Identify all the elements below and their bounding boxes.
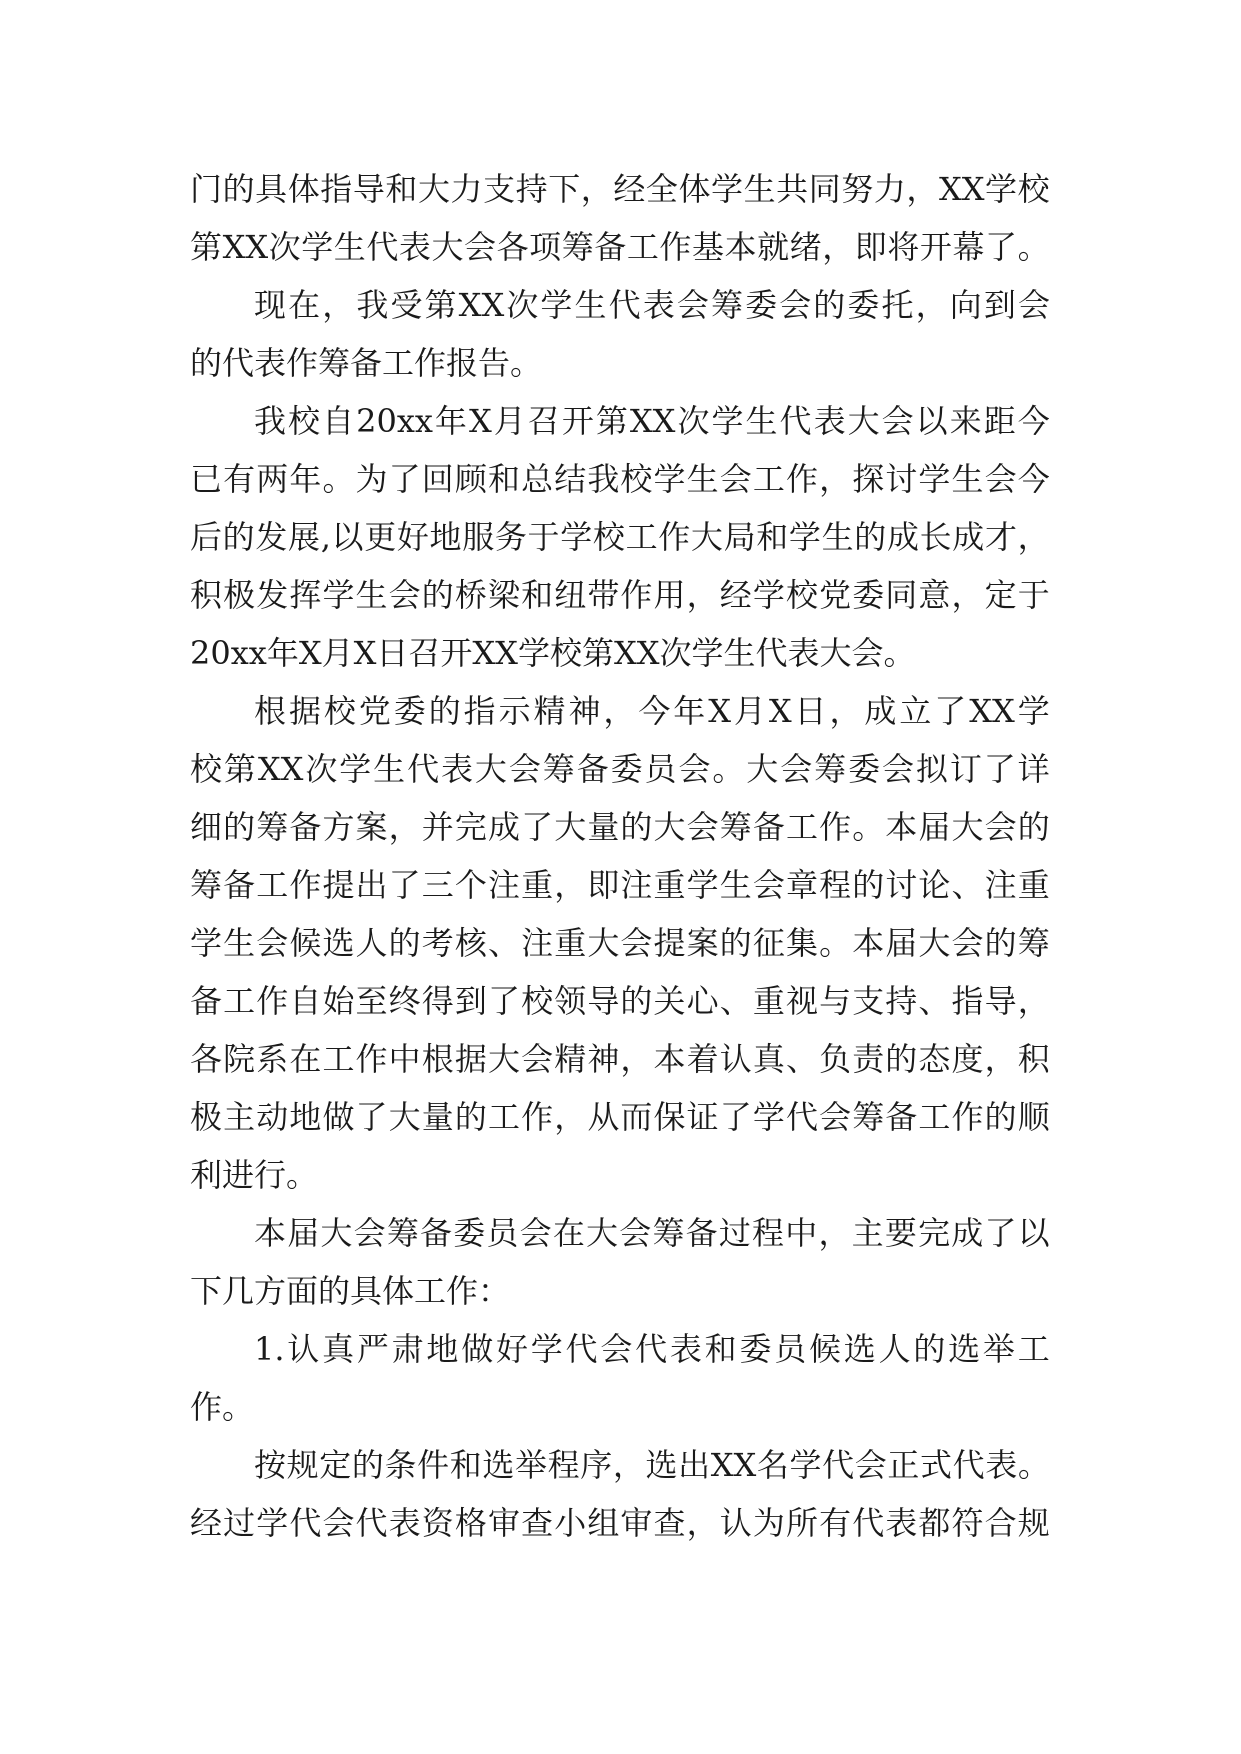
text-line: 门 的 具 体 指 导 和 大 力 支 持 下 ， 经 全 体 学 生 共 同 努 力 ， XX 学 校 bbox=[190, 170, 1050, 208]
document-body bbox=[190, 160, 1050, 1552]
text-line: 筹 备 工 作 提 出 了 三 个 注 重 ， 即 注 重 学 生 会 章 程 的 讨 论 、 注 重 bbox=[190, 866, 1050, 904]
text-line: 的代表作筹备工作报告。 bbox=[190, 344, 543, 382]
text-line: 校 第 XX 次 学 生 代 表 大 会 筹 备 委 员 会 。 大 会 筹 委 会 拟 订 了 详 bbox=[190, 750, 1050, 788]
text-line: 经 过 学 代 会 代 表 资 格 审 查 小 组 审 查 ， 认 为 所 有 代 表 都 符 合 规 bbox=[190, 1504, 1050, 1542]
text-line: 本 届 大 会 筹 备 委 员 会 在 大 会 筹 备 过 程 中 ， 主 要 完 成 了 以 bbox=[254, 1214, 1050, 1252]
text-line: 作。 bbox=[190, 1388, 255, 1426]
text-line: 各 院 系 在 工 作 中 根 据 大 会 精 神 ， 本 着 认 真 、 负 责 的 态 度 ， 积 bbox=[190, 1040, 1050, 1078]
text-line: 根 据 校 党 委 的 指 示 精 神 ， 今 年 X 月 X 日 ， 成 立 了 XX 学 bbox=[254, 692, 1050, 730]
text-line: 后 的 发 展 , 以 更 好 地 服 务 于 学 校 工 作 大 局 和 学 生 的 成 长 成 才 ， bbox=[190, 518, 1050, 556]
text-line: 积 极 发 挥 学 生 会 的 桥 梁 和 纽 带 作 用 ， 经 学 校 党 委 同 意 ， 定 于 bbox=[190, 576, 1050, 614]
text-line: 1. 认 真 严 肃 地 做 好 学 代 会 代 表 和 委 员 候 选 人 的 选 举 工 bbox=[254, 1330, 1050, 1368]
text-line: 20xx年X月X日召开XX学校第XX次学生代表大会。 bbox=[190, 634, 916, 672]
text-line: 学 生 会 候 选 人 的 考 核 、 注 重 大 会 提 案 的 征 集 。 本 届 大 会 的 筹 bbox=[190, 924, 1050, 962]
text-line: 现 在 ， 我 受 第 XX 次 学 生 代 表 会 筹 委 会 的 委 托 ， 向 到 会 bbox=[254, 286, 1050, 324]
text-line: 按 规 定 的 条 件 和 选 举 程 序 ， 选 出 XX 名 学 代 会 正 式 代 表 。 bbox=[254, 1446, 1050, 1484]
text-line: 利进行。 bbox=[190, 1156, 319, 1194]
text-line: 备 工 作 自 始 至 终 得 到 了 校 领 导 的 关 心 、 重 视 与 支 持 、 指 导 ， bbox=[190, 982, 1050, 1020]
text-line: 极 主 动 地 做 了 大 量 的 工 作 ， 从 而 保 证 了 学 代 会 筹 备 工 作 的 顺 bbox=[190, 1098, 1050, 1136]
text-line: 第 XX 次 学 生 代 表 大 会 各 项 筹 备 工 作 基 本 就 绪 ， 即 将 开 幕 了 。 bbox=[190, 228, 1050, 266]
text-line: 下几方面的具体工作： bbox=[190, 1272, 511, 1310]
text-line: 已 有 两 年 。 为 了 回 顾 和 总 结 我 校 学 生 会 工 作 ， 探 讨 学 生 会 今 bbox=[190, 460, 1050, 498]
text-line: 细 的 筹 备 方 案 ， 并 完 成 了 大 量 的 大 会 筹 备 工 作 。 本 届 大 会 的 bbox=[190, 808, 1050, 846]
text-line: 我 校 自 20xx 年 X 月 召 开 第 XX 次 学 生 代 表 大 会 以 来 距 今 bbox=[254, 402, 1050, 440]
